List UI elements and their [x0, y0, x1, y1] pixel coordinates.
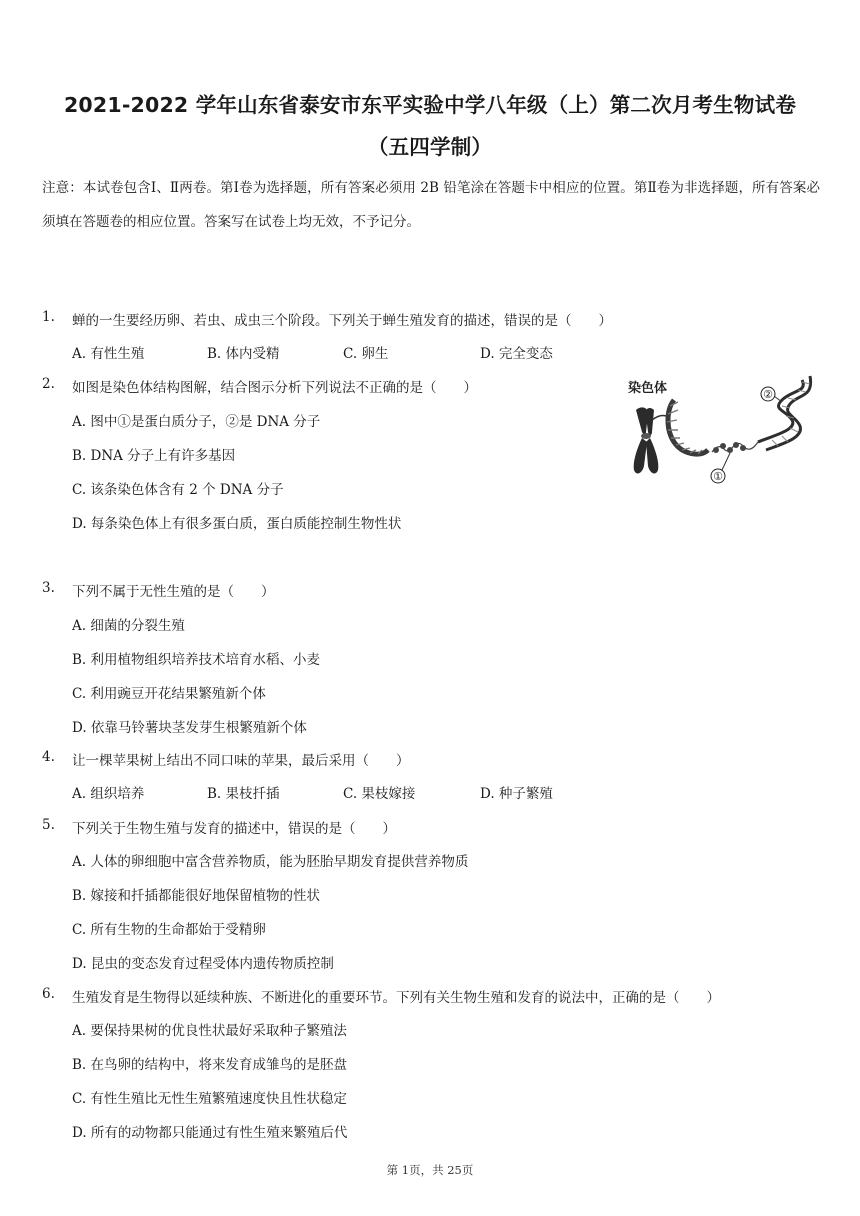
question-text: 下列关于生物生殖与发育的描述中，错误的是（ ） [72, 821, 396, 837]
question-text: 生殖发育是生物得以延续种族、不断进化的重要环节。下列有关生物生殖和发育的说法中，正确的是（ ） [72, 990, 720, 1006]
option-c: C. 果枝嫁接 [343, 786, 416, 802]
option-b: B. 在鸟卵的结构中，将来发育成雏鸟的是胚盘 [72, 1057, 348, 1073]
exam-title: 2021-2022 学年山东省泰安市东平实验中学八年级（上）第二次月考生物试卷 [63, 93, 797, 117]
question-number: 2. [42, 376, 55, 392]
option-a: A. 图中①是蛋白质分子，②是 DNA 分子 [72, 414, 321, 430]
option-a: A. 要保持果树的优良性状最好采取种子繁殖法 [72, 1023, 347, 1039]
option-c: C. 所有生物的生命都始于受精卵 [72, 922, 266, 938]
question-text: 蝉的一生要经历卵、若虫、成虫三个阶段。下列关于蝉生殖发育的描述，错误的是（ ） [72, 313, 612, 329]
option-c: C. 该条染色体含有 2 个 DNA 分子 [72, 482, 284, 498]
marker-1-label: ① [713, 470, 723, 483]
option-d: D. 依靠马铃薯块茎发芽生根繁殖新个体 [72, 720, 307, 736]
option-c: C. 有性生殖比无性生殖繁殖速度快且性状稳定 [72, 1091, 347, 1107]
option-a: A. 细菌的分裂生殖 [72, 618, 185, 634]
question-text: 如图是染色体结构图解，结合图示分析下列说法不正确的是（ ） [72, 380, 477, 396]
option-b: B. 果枝扦插 [207, 786, 280, 802]
option-c: C. 利用豌豆开花结果繁殖新个体 [72, 686, 266, 702]
option-d: D. 昆虫的变态发育过程受体内遗传物质控制 [72, 956, 334, 972]
question-number: 6. [42, 986, 55, 1002]
chromosome-label: 染色体 [628, 381, 668, 396]
question-text: 下列不属于无性生殖的是（ ） [72, 584, 275, 600]
page-number-footer: 第 1页，共 25页 [386, 1163, 474, 1177]
option-d: D. 完全变态 [480, 346, 553, 362]
option-d: D. 种子繁殖 [480, 786, 553, 802]
option-a: A. 组织培养 [72, 786, 145, 802]
option-b: B. 嫁接和扦插都能很好地保留植物的性状 [72, 888, 321, 904]
coiled-fiber [668, 400, 708, 454]
option-b: B. 体内受精 [207, 346, 280, 362]
marker-2-label: ② [763, 388, 773, 401]
option-d: D. 每条染色体上有很多蛋白质，蛋白质能控制生物性状 [72, 516, 402, 532]
option-c: C. 卵生 [343, 346, 389, 362]
option-b: B. 利用植物组织培养技术培育水稻、小麦 [72, 652, 321, 668]
option-a: A. 人体的卵细胞中富含营养物质，能为胚胎早期发育提供营养物质 [72, 854, 469, 870]
option-d: D. 所有的动物都只能通过有性生殖来繁殖后代 [72, 1125, 348, 1141]
option-a: A. 有性生殖 [72, 346, 145, 362]
exam-subtitle: （五四学制） [367, 135, 493, 159]
question-number: 5. [42, 817, 55, 833]
exam-notice: 注意：本试卷包含Ⅰ、Ⅱ两卷。第Ⅰ卷为选择题，所有答案必须用 2B 铅笔涂在答题卡中相应的位置。第Ⅱ卷为非选择题，所有答案必须填在答题卷的相应位置。答案写在试卷上均无效，不予记分。 [42, 180, 820, 230]
question-number: 1. [42, 309, 55, 325]
chromosome-structure-figure [622, 370, 820, 485]
question-number: 3. [42, 580, 55, 596]
chromosome-shape [634, 407, 659, 473]
option-b: B. DNA 分子上有许多基因 [72, 448, 236, 464]
question-number: 4. [42, 749, 55, 765]
question-text: 让一棵苹果树上结出不同口味的苹果，最后采用（ ） [72, 753, 410, 769]
